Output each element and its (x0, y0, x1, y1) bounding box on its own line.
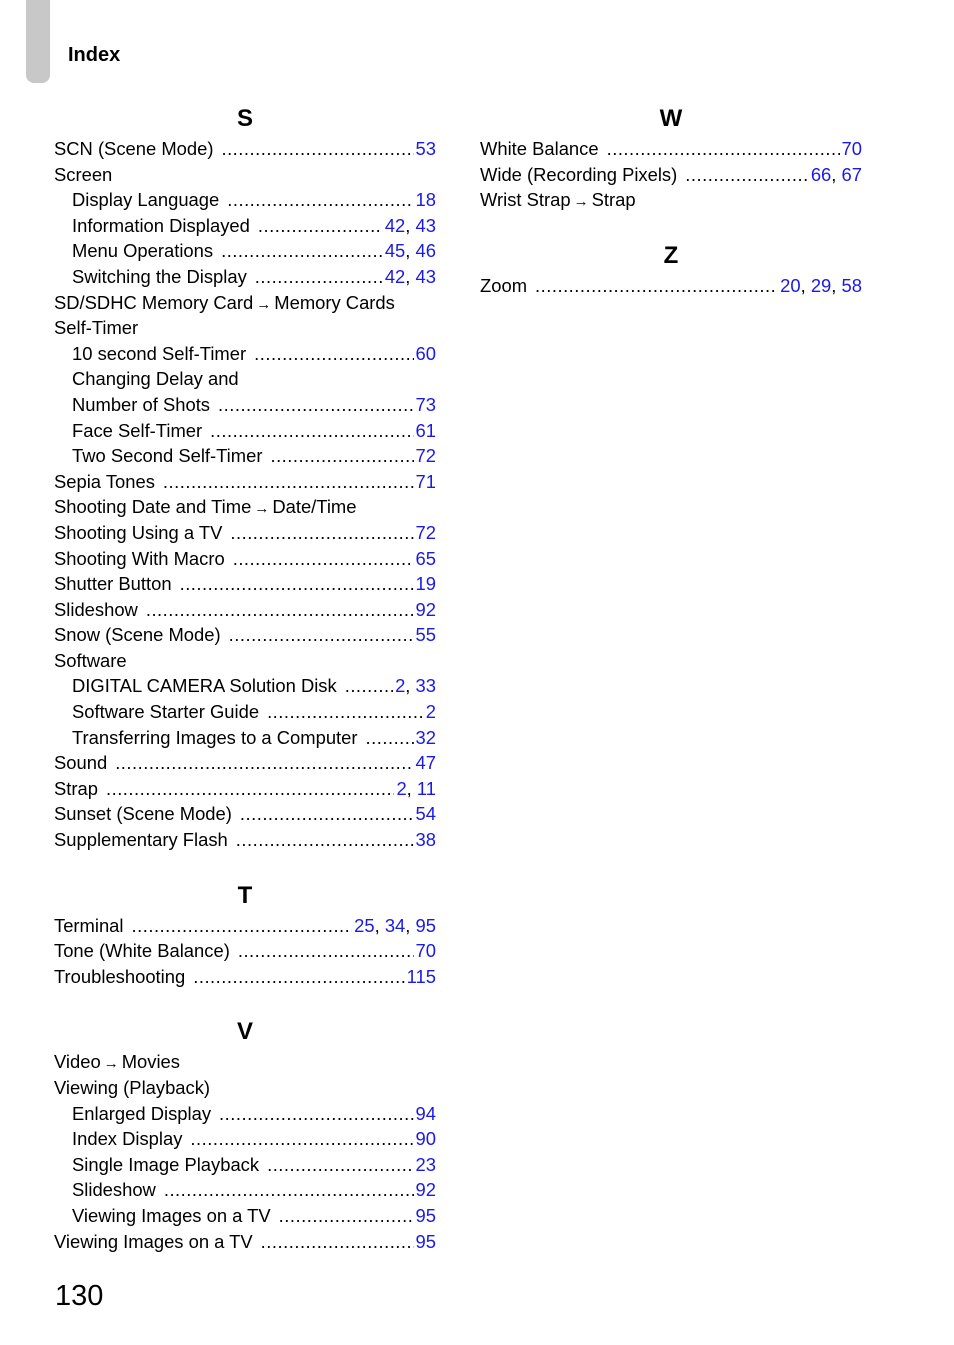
index-column-left (54, 102, 436, 1254)
entry-term-text: Video (54, 1051, 101, 1073)
entry-term (54, 520, 222, 546)
entry-pages (385, 238, 436, 264)
entry-term-text: Viewing Images on a TV (54, 1230, 253, 1252)
entry-term-text: Number of Shots (72, 393, 210, 415)
index-entry (54, 469, 436, 495)
entry-term-text: Switching the Display (72, 265, 247, 287)
entry-term (54, 964, 185, 990)
entry-term-text: Sound (54, 752, 108, 774)
index-subentry (54, 1177, 436, 1203)
page-title: Index (68, 44, 121, 66)
right-arrow-icon: → (254, 500, 270, 518)
index-entry (54, 964, 436, 990)
entry-term-text: Screen (54, 163, 113, 185)
dot-leader (267, 699, 424, 725)
page-link[interactable]: 45 (384, 240, 406, 262)
entry-term (54, 162, 112, 188)
dot-leader (218, 392, 414, 418)
entry-pages (780, 273, 862, 299)
see-reference: Strap (591, 189, 636, 211)
entry-pages (416, 392, 436, 418)
index-entry (54, 648, 436, 674)
page-separator: , (405, 914, 416, 936)
page-separator: , (406, 777, 417, 799)
entry-pages (416, 938, 436, 964)
entry-pages (416, 725, 436, 751)
page-separator: , (405, 214, 416, 236)
section-letter: Z (663, 241, 679, 269)
index-entry (480, 162, 862, 188)
entry-term (72, 187, 219, 213)
index-subentry (54, 673, 436, 699)
entry-term-text: Sunset (Scene Mode) (54, 803, 232, 825)
dot-leader (261, 1229, 414, 1255)
see-reference: Memory Cards (274, 291, 395, 313)
entry-term-text: Troubleshooting (54, 965, 186, 987)
page-link[interactable]: 72 (415, 445, 436, 467)
entry-term-text: Supplementary Flash (54, 829, 228, 851)
index-entry (54, 162, 436, 188)
entry-term-text: Wide (Recording Pixels) (480, 163, 678, 185)
entry-term (54, 494, 356, 522)
entry-term (480, 187, 636, 215)
page-separator: , (405, 265, 416, 287)
dot-leader (240, 801, 414, 827)
entry-term-text: Strap (54, 777, 98, 799)
see-reference: Date/Time (272, 496, 357, 518)
dot-leader (132, 913, 353, 939)
entry-term-text: Face Self-Timer (72, 419, 203, 441)
index-entry (54, 1075, 436, 1101)
page-link[interactable]: 46 (415, 240, 436, 262)
entry-pages (416, 136, 436, 162)
page-link[interactable]: 115 (406, 965, 436, 987)
dot-leader (190, 1126, 413, 1152)
entry-pages (396, 776, 436, 802)
index-subentry (54, 392, 436, 418)
dot-leader (236, 827, 414, 853)
index-entry (54, 750, 436, 776)
entry-term-text: 10 second Self-Timer (72, 342, 247, 364)
entry-pages (416, 1177, 436, 1203)
index-subentry (54, 187, 436, 213)
entry-term-text: SCN (Scene Mode) (54, 138, 214, 159)
section-gap (480, 213, 862, 239)
entry-pages (416, 1101, 436, 1127)
entry-term-text: Two Second Self-Timer (72, 445, 263, 467)
page-link[interactable]: 32 (415, 726, 436, 748)
dot-leader (221, 136, 413, 162)
entry-term (54, 290, 395, 318)
index-subentry (54, 238, 436, 264)
entry-pages (416, 546, 436, 572)
dot-leader (255, 264, 383, 290)
dot-leader (221, 238, 383, 264)
entry-pages (416, 469, 436, 495)
page-separator: , (405, 240, 416, 262)
page-link[interactable]: 70 (841, 138, 862, 159)
page-link[interactable]: 2 (395, 675, 406, 697)
entry-pages (395, 673, 436, 699)
entry-term-text: Snow (Scene Mode) (54, 624, 221, 646)
page-link[interactable]: 71 (415, 470, 436, 492)
index-entry (54, 546, 436, 572)
entry-term (480, 162, 677, 188)
entry-term-text: Tone (White Balance) (54, 940, 230, 962)
index-entry (480, 136, 862, 162)
entry-term-text: SD/SDHC Memory Card (54, 291, 254, 313)
page-link[interactable]: 60 (415, 342, 436, 364)
entry-term (54, 469, 155, 495)
entry-term (54, 913, 124, 939)
entry-term (54, 546, 225, 572)
entry-term (54, 571, 172, 597)
entry-term-text: Transferring Images to a Computer (72, 726, 358, 748)
dot-leader (106, 776, 394, 802)
entry-pages (416, 801, 436, 827)
page-link[interactable]: 66 (810, 163, 832, 185)
index-entry (480, 273, 862, 299)
entry-pages (416, 622, 436, 648)
entry-term-text: Slideshow (72, 1179, 156, 1201)
index-subentry (54, 366, 436, 392)
dot-leader (229, 622, 414, 648)
page-link[interactable]: 73 (415, 393, 436, 415)
entry-pages (416, 520, 436, 546)
section-letter: T (237, 881, 253, 909)
entry-term-text: Sepia Tones (54, 470, 155, 492)
entry-term (72, 1126, 182, 1152)
page-link[interactable]: 54 (415, 803, 436, 825)
entry-term-text: Software (54, 649, 127, 671)
side-tab (26, 0, 50, 83)
entry-pages (416, 418, 436, 444)
page-link[interactable]: 92 (415, 598, 436, 620)
page-link[interactable]: 94 (415, 1102, 436, 1124)
page-link[interactable]: 19 (415, 573, 436, 595)
entry-term (54, 827, 228, 853)
entry-term (72, 366, 239, 392)
index-entry (54, 494, 436, 520)
section-gap (54, 989, 436, 1015)
dot-leader (146, 597, 414, 623)
page-link[interactable]: 90 (415, 1128, 436, 1150)
page-link[interactable]: 11 (416, 777, 436, 799)
dot-leader (230, 520, 413, 546)
page-link[interactable]: 72 (415, 521, 436, 543)
entry-term-text: Shooting Date and Time (54, 496, 252, 518)
entry-term-text: Self-Timer (54, 317, 139, 339)
page-link[interactable]: 43 (415, 265, 436, 287)
page-link[interactable]: 34 (384, 914, 406, 936)
dot-leader (219, 1101, 414, 1127)
entry-term (54, 1075, 210, 1101)
entry-term-text: Shooting With Macro (54, 547, 225, 569)
dot-leader (270, 443, 413, 469)
page-link[interactable]: 53 (415, 138, 436, 159)
page-link[interactable]: 38 (415, 829, 436, 851)
entry-term (72, 699, 259, 725)
index-entry (54, 136, 436, 162)
index-entry (54, 1049, 436, 1075)
entry-pages (385, 213, 436, 239)
page-link[interactable]: 65 (415, 547, 436, 569)
index-entry (54, 520, 436, 546)
see-reference: Movies (121, 1051, 180, 1073)
entry-term-text: Software Starter Guide (72, 701, 260, 723)
entry-term (54, 648, 127, 674)
entry-pages (426, 699, 436, 725)
entry-term-text: Terminal (54, 914, 124, 936)
entry-term-text: Shutter Button (54, 573, 172, 595)
index-entry (54, 827, 436, 853)
page-link[interactable]: 33 (415, 675, 436, 697)
index-subentry (54, 341, 436, 367)
index-entry (480, 187, 862, 213)
entry-term (72, 1203, 271, 1229)
page-link[interactable]: 95 (415, 914, 436, 936)
entry-term-text: Wrist Strap (480, 189, 571, 211)
dot-leader (535, 273, 778, 299)
entry-term (54, 1229, 253, 1255)
index-entry (54, 1229, 436, 1255)
entry-term (72, 443, 262, 469)
page-separator: , (831, 163, 842, 185)
entry-term (72, 1177, 156, 1203)
entry-term-text: Single Image Playback (72, 1153, 260, 1175)
page-link[interactable]: 67 (841, 163, 862, 185)
entry-term (54, 622, 221, 648)
page-link[interactable]: 58 (841, 274, 862, 296)
index-column-right (480, 102, 862, 298)
index-subentry (54, 264, 436, 290)
section-letter: V (236, 1018, 253, 1046)
entry-term (72, 392, 210, 418)
dot-leader (180, 571, 414, 597)
index-subentry (54, 725, 436, 751)
page-link[interactable]: 23 (415, 1153, 436, 1175)
entry-term (72, 264, 247, 290)
entry-term-text: Enlarged Display (72, 1102, 212, 1124)
entry-term-text: Display Language (72, 189, 220, 211)
entry-term (54, 750, 107, 776)
entry-term (72, 238, 213, 264)
index-entry (54, 290, 436, 316)
page-separator: , (405, 675, 416, 697)
page-link[interactable]: 92 (415, 1179, 436, 1201)
entry-term-text: Information Displayed (72, 214, 250, 236)
entry-term-text: Shooting Using a TV (54, 521, 223, 543)
entry-term (54, 938, 230, 964)
index-subentry (54, 1203, 436, 1229)
dot-leader (115, 750, 413, 776)
index-entry (54, 571, 436, 597)
entry-term-text: White Balance (480, 138, 599, 159)
page-link[interactable]: 70 (415, 940, 436, 962)
entry-pages (416, 750, 436, 776)
entry-term (54, 1049, 180, 1077)
entry-pages (842, 136, 862, 162)
entry-term-text: Slideshow (54, 598, 138, 620)
entry-pages (811, 162, 862, 188)
entry-pages (416, 1152, 436, 1178)
index-entry (54, 938, 436, 964)
dot-leader (685, 162, 809, 188)
entry-term-text: Menu Operations (72, 240, 214, 262)
entry-term (54, 136, 213, 162)
entry-pages (416, 1126, 436, 1152)
index-entry (54, 801, 436, 827)
page-separator: , (374, 914, 385, 936)
entry-term (72, 725, 358, 751)
page-link[interactable]: 95 (415, 1230, 436, 1252)
index-entry (54, 622, 436, 648)
page-link[interactable]: 42 (384, 265, 406, 287)
dot-leader (164, 1177, 414, 1203)
page-link[interactable]: 95 (415, 1204, 436, 1226)
page-link[interactable]: 47 (415, 752, 436, 774)
entry-term-text: Viewing Images on a TV (72, 1204, 271, 1226)
dot-leader (254, 341, 413, 367)
entry-pages (416, 341, 436, 367)
entry-term (72, 213, 250, 239)
entry-pages (407, 964, 436, 990)
page-link[interactable]: 2 (396, 777, 407, 799)
page-separator: , (800, 274, 811, 296)
right-arrow-icon: → (256, 295, 272, 313)
index-subentry (54, 213, 436, 239)
section-gap (54, 853, 436, 879)
entry-pages (416, 443, 436, 469)
dot-leader (163, 469, 414, 495)
section-letter: W (659, 105, 683, 132)
page-link[interactable]: 20 (780, 274, 801, 296)
entry-pages (416, 1229, 436, 1255)
index-entry (54, 315, 436, 341)
index-entry (54, 597, 436, 623)
dot-leader (279, 1203, 414, 1229)
index-subentry (54, 1152, 436, 1178)
dot-leader (345, 673, 393, 699)
entry-pages (416, 1203, 436, 1229)
entry-term (54, 801, 232, 827)
index-subentry (54, 443, 436, 469)
entry-term (72, 341, 246, 367)
page-link[interactable]: 29 (810, 274, 832, 296)
index-entry (54, 913, 436, 939)
entry-term-text: Zoom (480, 274, 528, 296)
dot-leader (366, 725, 414, 751)
dot-leader (258, 213, 383, 239)
entry-term (72, 418, 202, 444)
entry-term-text: Index Display (72, 1128, 183, 1150)
entry-term (54, 597, 138, 623)
index-subentry (54, 1126, 436, 1152)
entry-term (72, 673, 337, 699)
entry-pages (416, 187, 436, 213)
page-link[interactable]: 61 (415, 419, 436, 441)
entry-pages (416, 571, 436, 597)
page-link[interactable]: 25 (354, 914, 375, 936)
dot-leader (607, 136, 840, 162)
page-link[interactable]: 55 (415, 624, 436, 646)
dot-leader (193, 964, 404, 990)
page-link[interactable]: 2 (425, 701, 436, 723)
right-arrow-icon: → (573, 193, 589, 211)
page-link[interactable]: 18 (415, 189, 436, 211)
page-separator: , (831, 274, 842, 296)
page-link[interactable]: 43 (415, 214, 436, 236)
dot-leader (267, 1152, 413, 1178)
entry-term (480, 273, 527, 299)
dot-leader (210, 418, 413, 444)
entry-pages (416, 597, 436, 623)
section-letter: S (236, 105, 253, 132)
entry-term-text: Changing Delay and (72, 368, 239, 390)
entry-term-text: DIGITAL CAMERA Solution Disk (72, 675, 337, 697)
index-subentry (54, 418, 436, 444)
dot-leader (238, 938, 414, 964)
right-arrow-icon: → (103, 1055, 119, 1073)
index-entry (54, 776, 436, 802)
entry-pages (385, 264, 436, 290)
dot-leader (227, 187, 413, 213)
entry-term (480, 136, 599, 162)
entry-pages (354, 913, 436, 939)
index-subentry (54, 699, 436, 725)
entry-term (54, 315, 138, 341)
page-number: 130 (55, 1280, 104, 1312)
entry-term (72, 1152, 259, 1178)
entry-term (54, 776, 98, 802)
index-subentry (54, 1101, 436, 1127)
entry-term-text: Viewing (Playback) (54, 1077, 211, 1098)
page-link[interactable]: 42 (384, 214, 406, 236)
dot-leader (233, 546, 414, 572)
entry-term (72, 1101, 211, 1127)
entry-pages (416, 827, 436, 853)
